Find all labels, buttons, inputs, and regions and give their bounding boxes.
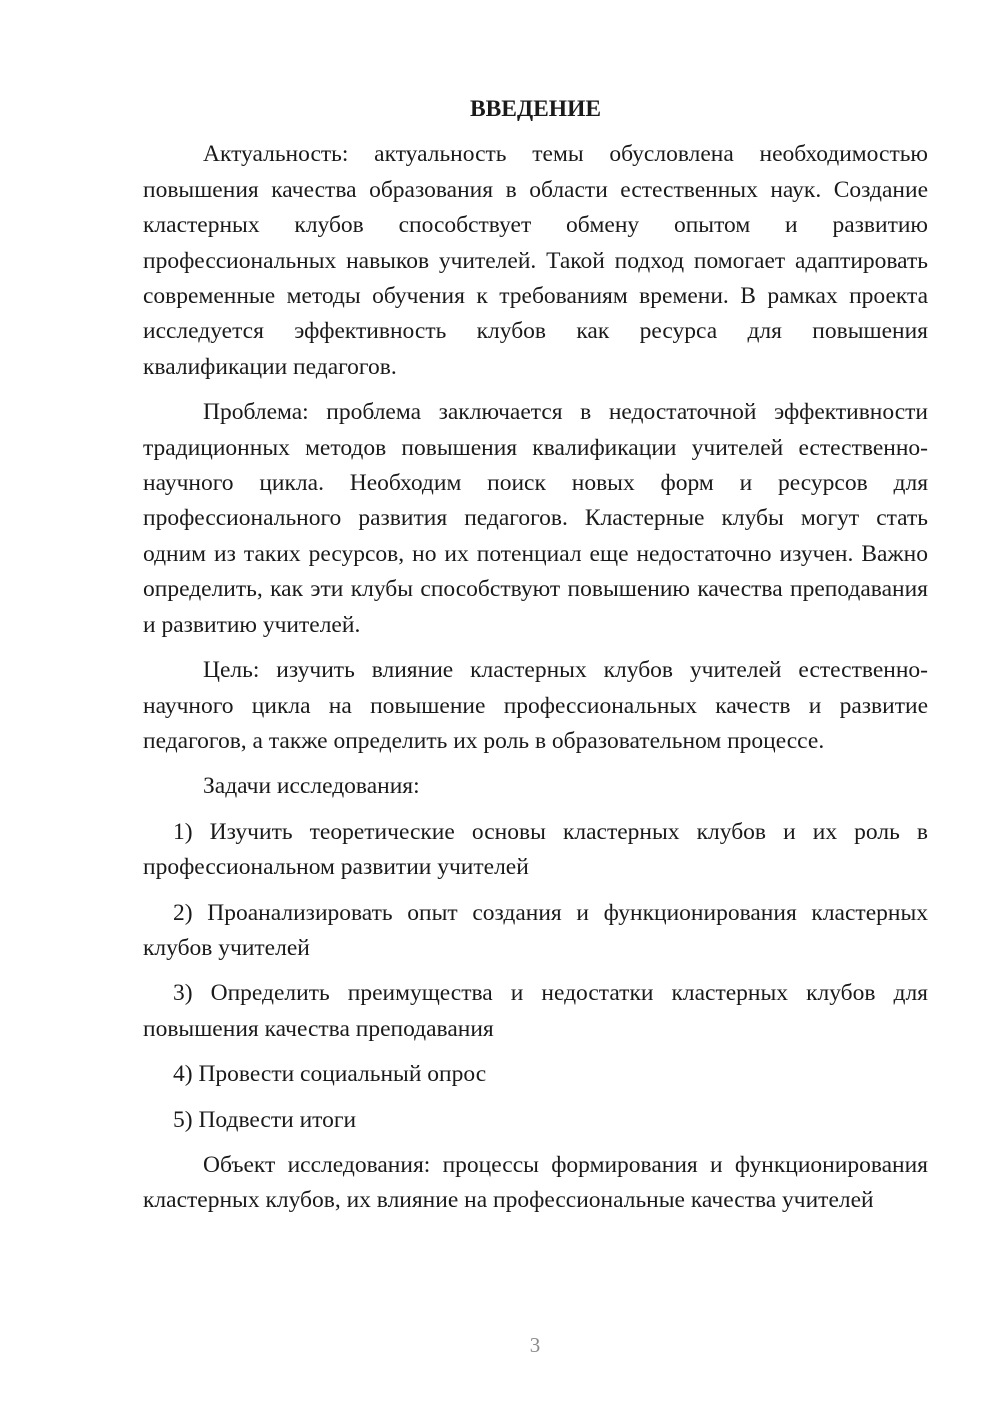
paragraph-problem: Проблема: проблема заключается в недостаточной эффективности традиционных методов повышения квалификации учителей естественно-научного цикла. Необходим поиск новых форм и ресурсов для профессионального развития педагогов. Кластерные клубы могут стать одним из таких ресурсов, но их потенциал еще недостаточно изучен. Важно определить, как эти клубы способствуют повышению качества преподавания и развитию учителей. [143, 399, 928, 638]
page-content [143, 92, 928, 1229]
paragraph-goal: Цель: изучить влияние кластерных клубов учителей естественно-научного цикла на повышение профессиональных качеств и развитие педагогов, а также определить их роль в образовательном процессе. [143, 657, 928, 754]
task-item-5: 5) Подвести итоги [173, 1106, 357, 1133]
paragraph-relevance: Актуальность: актуальность темы обусловлена необходимостью повышения качества образования в области естественных наук. Создание кластерных клубов способствует обмену опытом и развитию профессиональных навыков учителей. Такой подход помогает адаптировать современные методы обучения к требованиям времени. В рамках проекта исследуется эффективность клубов как ресурса для повышения квалификации педагогов. [143, 141, 928, 380]
section-title: ВВЕДЕНИЕ [469, 96, 602, 122]
tasks-heading: Задачи исследования: [203, 773, 420, 800]
task-item-1: 1) Изучить теоретические основы кластерных клубов и их роль в профессиональном развитии учителей [143, 818, 928, 881]
task-item-4: 4) Провести социальный опрос [173, 1061, 487, 1088]
paragraph-object: Объект исследования: процессы формирования и функционирования кластерных клубов, их влияние на профессиональные качества учителей [143, 1151, 928, 1214]
page-number: 3 [529, 1333, 541, 1357]
task-item-3: 3) Определить преимущества и недостатки кластерных клубов для повышения качества преподавания [143, 980, 928, 1042]
task-item-2: 2) Проанализировать опыт создания и функционирования кластерных клубов учителей [143, 899, 928, 961]
